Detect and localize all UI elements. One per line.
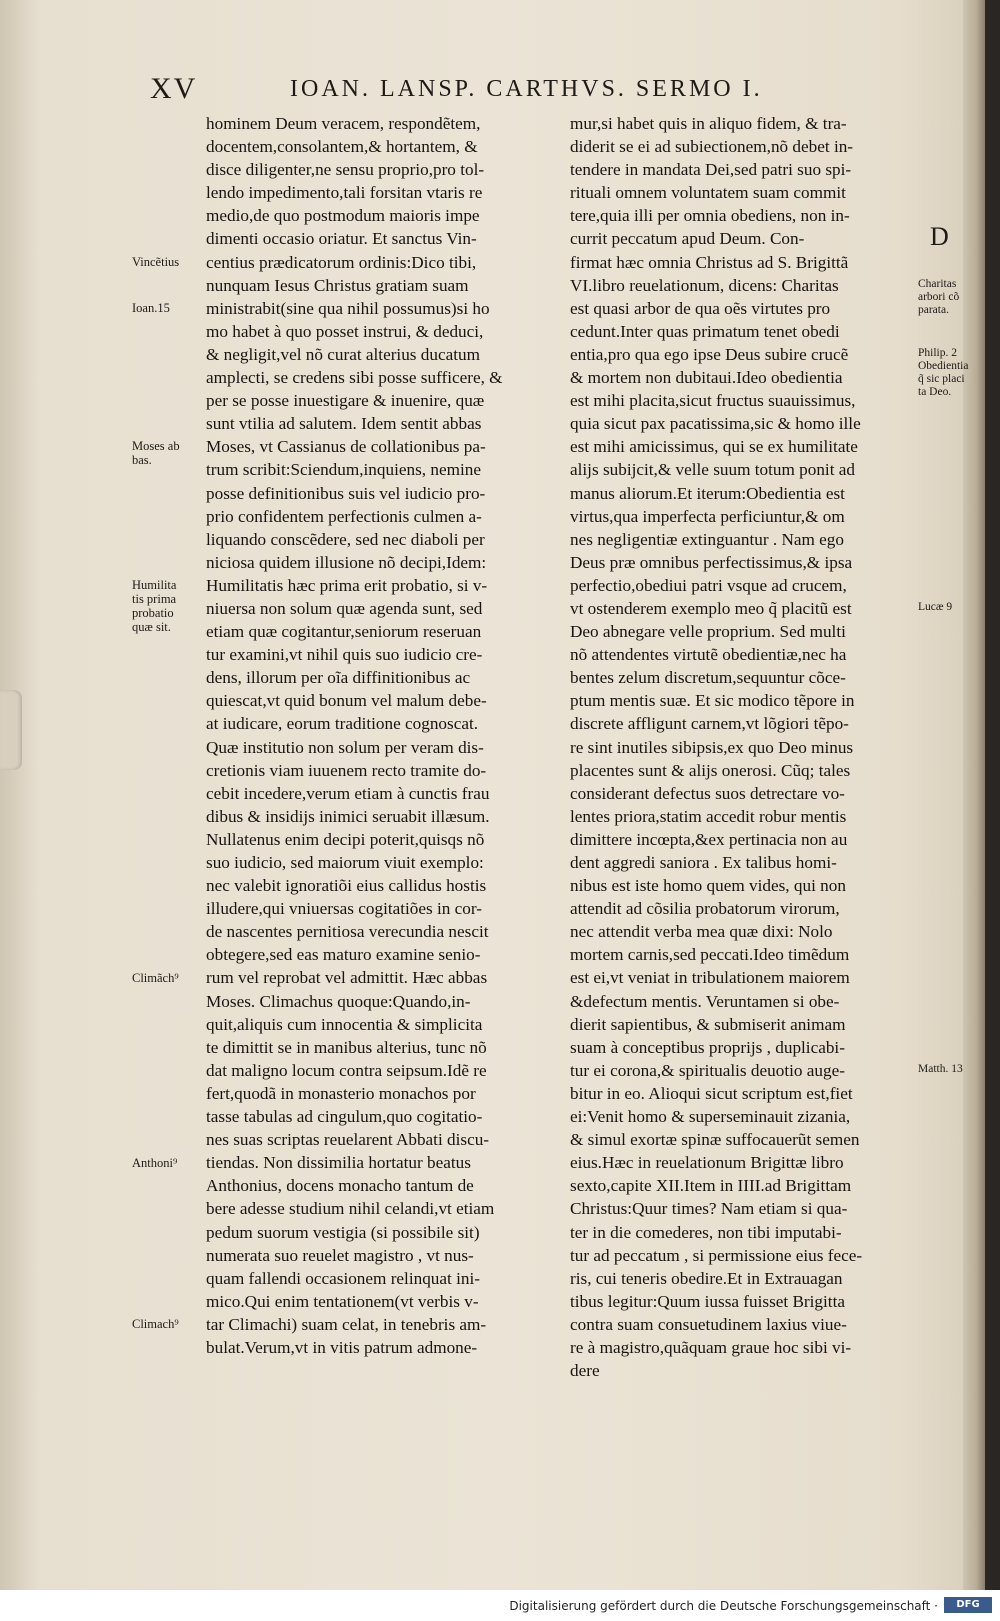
left-column-line: ministrabit(sine qua nihil possumus)si ho [206, 298, 490, 318]
right-column-line: & mortem non dubitaui.Ideo obedientia [570, 368, 843, 388]
left-column-line: tar Climachi) suam celat, in tenebris am- [206, 1314, 487, 1334]
left-column-line: quiescat,vt quid bonum vel malum debe- [206, 691, 487, 711]
left-column-line: Moses, vt Cassianus de collationibus pa- [206, 437, 486, 457]
left-column-line: numerata suo reuelet magistro , vt nus- [206, 1245, 474, 1265]
left-column-line: rum vel reprobat vel admittit. Hæc abbas [206, 968, 488, 988]
left-column-line: cebit incedere,verum etiam à cunctis frau [206, 783, 490, 803]
left-column-line: mico.Qui enim tentationem(vt verbis v- [206, 1291, 479, 1311]
left-column-line: Nullatenus enim decipi poterit,quisqs nõ [206, 829, 485, 849]
right-column-line: est ei,vt veniat in tribulationem maiorem [570, 968, 850, 988]
margin-note: Ioan.15 [132, 300, 170, 315]
right-column-line: nibus est iste homo quem vides, qui non [570, 876, 846, 896]
margin-note: Matth. 13 [918, 1063, 963, 1076]
left-column-line: Humilitatis hæc prima erit probatio, si v- [206, 575, 488, 595]
left-column-line: prio confidentem perfectionis culmen a- [206, 506, 482, 526]
right-column-line: alijs subijcit,& velle suum totum ponit ad [570, 460, 856, 480]
left-column-line: nec valebit ignoratiõi eius callidus hostis [206, 876, 487, 896]
right-column-line: est quasi arbor de qua oẽs virtutes pro [570, 298, 831, 318]
right-column-line: ris, cui teneris obedire.Et in Extrauagan [570, 1268, 843, 1288]
left-column-line: etiam quæ cogitantur,seniorum reseruan [206, 622, 482, 642]
left-column-line: cretionis viam iuuenem recto tramite do- [206, 760, 487, 780]
left-column-line: suo iudicio, sed maiorum viuit exemplo: [206, 853, 484, 872]
right-column-line: tur ad peccatum , si permissione eius fece- [570, 1245, 863, 1265]
left-column-line: quam fallendi occasionem relinquat ini- [206, 1268, 480, 1288]
left-text-column [206, 112, 551, 1359]
right-column-line: cedunt.Inter quas primatum tenet obedi [570, 321, 840, 341]
margin-note: Vincẽtius [132, 254, 180, 269]
right-column-line: mortem carnis,sed peccati.Ideo timẽdum [570, 945, 850, 965]
right-column-line: Christus:Quur times? Nam etiam si qua- [570, 1199, 848, 1219]
right-column-line: rituali omnem voluntatem suam commit [570, 183, 846, 203]
right-column-line: sexto,capite XII.Item in IIII.ad Brigittam [570, 1176, 852, 1196]
right-column-line: diderit se ei ad subiectionem,nõ debet in- [570, 137, 854, 157]
right-column-line: ptum mentis suæ. Et sic modico tẽpore in [570, 691, 855, 711]
right-column-line: firmat hæc omnia Christus ad S. Brigittã [570, 252, 849, 272]
right-column-line: re à magistro,quãquam graue hoc sibi vi- [570, 1337, 852, 1357]
right-column-line: entia,pro qua ego ipse Deus subire crucẽ [570, 344, 849, 364]
right-column-line: est mihi placita,sicut fructus suauissimus, [570, 391, 856, 411]
right-column-line: ei:Venit homo & superseminauit zizania, [570, 1107, 851, 1127]
right-column-line: dimittere incœpta,&ex pertinacia non au [570, 829, 848, 849]
left-column-line: nes suas scriptas reuelarent Abbati discu- [206, 1130, 490, 1150]
right-column-line: ter in die comederes, non tibi imputabi- [570, 1222, 842, 1242]
right-column-line: tere,quia illi per omnia obediens, non in- [570, 206, 850, 226]
page-tab [0, 690, 22, 770]
page-edge [963, 0, 985, 1590]
right-column-line: nes negligentiæ extinguantur . Nam ego [570, 529, 844, 549]
right-column-line: nec attendit verba mea quæ dixi: Nolo [570, 922, 833, 942]
left-column-line: obtegere,sed eas maturo examine senio- [206, 945, 481, 965]
left-column-line: liquando conscẽdere, sed nec diaboli per [206, 529, 485, 549]
right-column-line: discrete affligunt carnem,vt lõgiori tẽpo- [570, 714, 849, 734]
right-column-line: Deus præ omnibus perfectissimus,& ipsa [570, 552, 853, 572]
margin-note: Lucæ 9 [918, 601, 953, 614]
left-column-line: illudere,qui vniuersas cogitatiões in cor- [206, 899, 483, 919]
margin-note: Anthoni⁹ [132, 1155, 178, 1170]
left-column-line: niuersa non solum quæ agenda sunt, sed [206, 598, 483, 618]
left-column-line: & negligit,vel nõ curat alterius ducatum [206, 344, 480, 364]
right-column-line: est mihi amicissimus, qui se ex humilitate [570, 437, 858, 457]
left-column-line: medio,de quo postmodum maioris impe [206, 206, 480, 226]
margin-note: Charitas arbori cõ parata. [918, 277, 960, 316]
margin-note: Philip. 2 Obedientia q̃ sic placi ta Deo. [918, 347, 969, 398]
left-column-line: hominem Deum veracem, respondẽtem, [206, 114, 481, 133]
right-column-line: tendere in mandata Dei,sed patri suo spi- [570, 160, 852, 180]
left-column-line: de nascentes pernitiosa verecundia nescit [206, 922, 489, 942]
margin-note: Climãch⁹ [132, 970, 179, 985]
left-column-line: posse definitionibus suis vel iudicio pro- [206, 483, 486, 503]
left-column-line: niciosa quidem illusione nõ decipi,Idem: [206, 552, 487, 572]
right-column-line: dent aggredi saniora . Ex talibus homi- [570, 853, 837, 872]
right-column-line: VI.libro reuelationum, dicens: Charitas [570, 275, 839, 295]
right-column-line: suam à conceptibus proprijs , duplicabi- [570, 1037, 845, 1057]
left-column-line: dens, illorum per oĩa diffinitionibus ac [206, 668, 471, 688]
left-column-line: dimenti occasio oriatur. Et sanctus Vin- [206, 229, 477, 249]
right-column-line: eius.Hæc in reuelationum Brigittæ libro [570, 1153, 844, 1173]
right-column-line: nõ attendentes virtutẽ obedientiæ,nec ha [570, 645, 847, 665]
left-column-line: bulat.Verum,vt in vitis patrum admone- [206, 1337, 478, 1357]
dfg-logo: DFG [944, 1597, 992, 1613]
left-column-line: fert,quodã in monasterio monachos por [206, 1083, 476, 1103]
right-column-line: contra suam consuetudinem laxius viue- [570, 1314, 847, 1334]
right-column-line: re sint inutiles sibipsis,ex quo Deo minus [570, 737, 854, 757]
right-column-line: virtus,qua imperfecta perficiuntur,& om [570, 506, 845, 526]
right-column-line: bentes zelum discretum,sequuntur cõce- [570, 668, 846, 688]
margin-note: Moses ab bas. [132, 439, 180, 468]
left-column-line: dat maligno locum contra seipsum.Idẽ re [206, 1060, 487, 1080]
right-column-line: & simul exortæ spinæ suffocauerũt semen [570, 1130, 860, 1150]
right-column-line: mur,si habet quis in aliquo fidem, & tra- [570, 114, 847, 133]
digitization-footer [0, 1590, 1000, 1621]
right-text-column [570, 112, 915, 1382]
left-column-line: pedum suorum vestigia (si possibile sit) [206, 1222, 480, 1242]
right-column-line: perfectio,obediui patri vsque ad crucem, [570, 575, 847, 595]
right-column-line: attendit ad cõsilia probatorum virorum, [570, 899, 840, 919]
right-column-line: vt ostenderem exemplo meo q̃ placitũ est [570, 598, 852, 618]
left-column-line: sunt vtilia ad salutem. Idem sentit abbas [206, 414, 482, 434]
left-column-line: docentem,consolantem,& hortantem, & [206, 137, 478, 157]
running-head [150, 72, 810, 112]
right-column-line: dierit sapientibus, & submiserit animam [570, 1014, 846, 1034]
left-column-line: Moses. Climachus quoque:Quando,in- [206, 991, 471, 1011]
right-column-line: bitur in eo. Alioqui sicut scriptum est,fiet [570, 1083, 853, 1103]
right-column-line: quia sicut pax pacatissima,sic & homo ille [570, 414, 861, 434]
left-column-line: te dimittit se in manibus alterius, tunc nõ [206, 1037, 487, 1057]
margin-note: Humilita tis prima probatio quæ sit. [132, 578, 177, 634]
right-column-line: tur ei corona,& spiritualis deuotio auge- [570, 1060, 845, 1080]
left-column-line: disce diligenter,ne sensu proprio,pro tol- [206, 160, 485, 180]
left-column-line: mo habet à quo posset instrui, & deduci, [206, 321, 484, 341]
left-column-line: Anthonius, docens monacho tantum de [206, 1176, 474, 1196]
right-column-line: tibus legitur:Quum iussa fuisset Brigitta [570, 1291, 845, 1311]
left-column-line: quit,aliquis cum innocentia & simplicita [206, 1014, 483, 1034]
right-column-line: dere [570, 1361, 600, 1381]
left-column-line: tur examini,vt nihil quis suo iudicio cre- [206, 645, 483, 665]
left-column-line: amplecti, se credens sibi posse sufficere, & [206, 368, 503, 388]
left-column-line: dibus & insidijs inimici seruabit illæsum. [206, 806, 490, 826]
margin-note: Climach⁹ [132, 1317, 179, 1332]
right-column-line: Deo abnegare velle proprium. Sed multi [570, 622, 846, 642]
right-column-line: &defectum mentis. Veruntamen si obe- [570, 991, 840, 1011]
left-column-line: Quæ institutio non solum per veram dis- [206, 737, 484, 757]
right-column-line: currit peccatum apud Deum. Con- [570, 229, 805, 249]
section-letter: D [930, 221, 949, 251]
left-column-line: tasse tabulas ad cingulum,quo cogitatio- [206, 1107, 483, 1127]
right-column-line: manus aliorum.Et iterum:Obedientia est [570, 483, 845, 503]
left-column-line: lendo impedimento,tali forsitan vtaris re [206, 183, 483, 203]
left-column-line: trum scribit:Sciendum,inquiens, nemine [206, 460, 481, 480]
right-column-line: placentes sunt & alijs onerosi. Cũq; tales [570, 760, 851, 780]
left-column-line: centius prædicatorum ordinis:Dico tibi, [206, 252, 477, 272]
left-column-line: per se posse inuestigare & inuenire, quæ [206, 391, 485, 411]
funding-credit: Digitalisierung gefördert durch die Deutsche Forschungsgemeinschaft · [509, 1599, 938, 1613]
left-column-line: nunquam Iesus Christus gratiam suam [206, 275, 469, 295]
right-column-line: lentes priora,statim accedit robur mentis [570, 806, 847, 826]
left-column-line: at iudicare, eorum traditione cognoscat. [206, 714, 479, 734]
right-column-line: considerant defectus suos detrectare vo- [570, 783, 845, 803]
folio-number: XV [150, 72, 198, 105]
left-column-line: bere adesse studium nihil celandi,vt etiam [206, 1199, 495, 1219]
running-title: IOAN. LANSP. CARTHVS. SERMO I. [290, 76, 763, 102]
left-column-line: tiendas. Non dissimilia hortatur beatus [206, 1153, 471, 1173]
